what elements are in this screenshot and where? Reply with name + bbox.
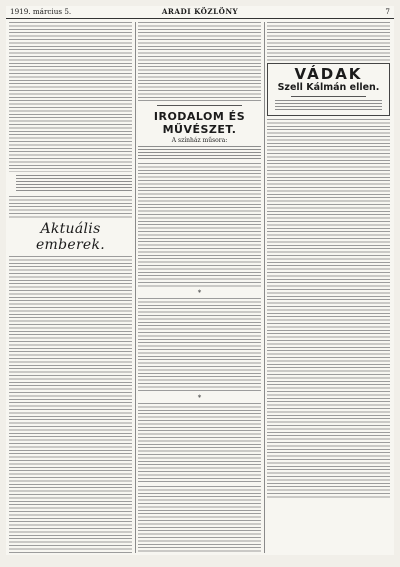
newspaper-page [6,6,394,555]
article-text-block [138,403,261,483]
section-subheading-szinhaz: A színház műsora: [171,137,228,144]
column-divider-left [135,22,136,553]
article-text-aktualis [9,256,132,553]
page-header [6,6,394,19]
article-separator-star: * [197,394,202,402]
article-text-block [9,196,132,218]
article-separator-star: * [197,289,202,297]
article-text-vadak [267,119,390,499]
article-text-block [16,175,132,193]
column-divider-right [264,22,265,553]
article-text-top [9,22,132,172]
article-text-block [138,163,261,288]
notice-subtitle: Szell Kálmán ellen. [277,82,380,93]
article-text-block [138,486,261,553]
notice-box-vadak [267,63,390,116]
notice-separator [291,96,366,97]
section-heading-irodalom: IRODALOM ÉS MŰVÉSZET. [153,110,246,136]
column-left [8,22,133,553]
article-text-top [267,22,390,62]
article-text-top [138,22,261,102]
notice-text [275,100,382,112]
section-separator [157,105,242,106]
section-heading-aktualis: Aktuális emberek. [35,221,106,253]
column-right [266,22,391,553]
theatre-program [138,146,261,160]
newspaper-title: ARADI KÖZLÖNY [161,7,239,16]
article-text-block [138,298,261,393]
column-middle [137,22,262,553]
notice-title: VÁDAK [294,65,363,83]
issue-date: 1919. március 5. [10,7,72,16]
page-number: 7 [385,7,390,16]
